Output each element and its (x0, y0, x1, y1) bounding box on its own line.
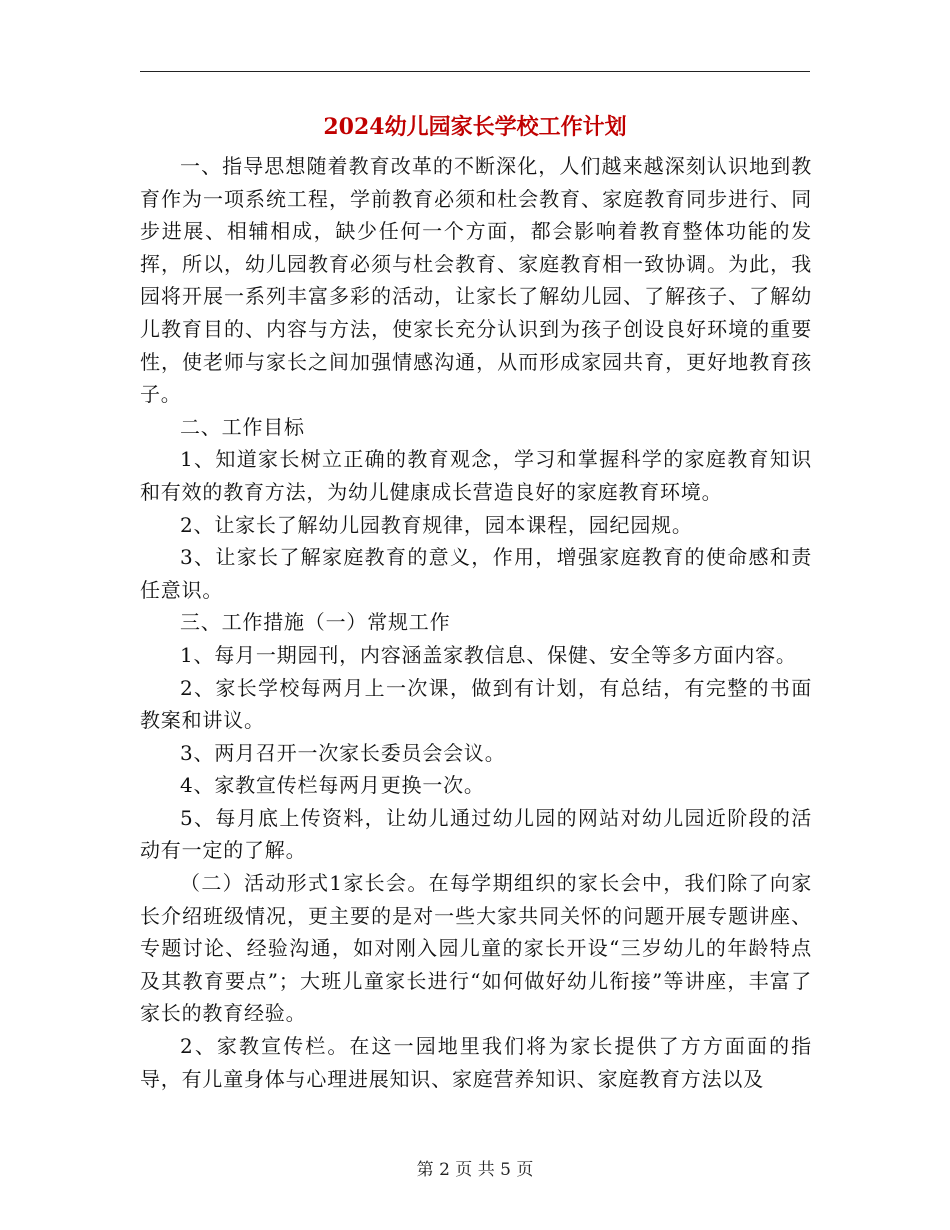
activity-bulletin-board: 2、家教宣传栏。在这一园地里我们将为家长提供了方方面面的指导，有儿童身体与心理进展知识、家庭营养知识、家庭教育方法以及 (140, 1034, 812, 1091)
page-footer: 第 2 页 共 5 页 (416, 1160, 534, 1180)
activity-parent-meeting: （二）活动形式1家长会。在每学期组织的家长会中，我们除了向家长介绍班级情况，更主要的是对一些大家共同关怀的问题开展专题讲座、专题讨论、经验沟通，如对刚入园儿童的家长开设“三岁幼儿的年龄特点及其教育要点”；大班儿童家长进行“如何做好幼儿衔接”等讲座，丰富了家长的教育经验。 (140, 871, 812, 1026)
measure-item-2: 2、家长学校每两月上一次课，做到有计划，有总结，有完整的书面教案和讲议。 (140, 675, 812, 733)
goal-item-2: 2、让家长了解幼儿园教育规律，园本课程，园纪园规。 (180, 512, 693, 537)
heading-work-measures: 三、工作措施（一）常规工作 (180, 610, 451, 635)
measure-item-3: 3、两月召开一次家长委员会会议。 (180, 740, 506, 765)
heading-work-goals: 二、工作目标 (180, 414, 305, 439)
goal-item-1: 1、知道家长树立正确的教育观念，学习和掌握科学的家庭教育知识和有效的教育方法，为幼儿健康成长营造良好的家庭教育环境。 (140, 447, 812, 504)
document-title: 2024幼儿园家长学校工作计划 (323, 114, 627, 140)
header-rule (140, 71, 810, 72)
measure-item-4: 4、家教宣传栏每两月更换一次。 (180, 773, 485, 798)
measure-item-5: 5、每月底上传资料，让幼儿通过幼儿园的网站对幼儿园近阶段的活动有一定的了解。 (140, 805, 812, 863)
measure-item-1: 1、每月一期园刊，内容涵盖家教信息、保健、安全等多方面内容。 (180, 642, 797, 667)
document-body (140, 150, 812, 1095)
goal-item-3: 3、让家长了解家庭教育的意义，作用，增强家庭教育的使命感和责任意识。 (140, 545, 812, 602)
paragraph-guiding-ideology: 一、指导思想随着教育改革的不断深化，人们越来越深刻认识地到教育作为一项系统工程，学前教育必须和杜会教育、家庭教育同步进行、同步进展、相辅相成，缺少任何一个方面，都会影响着教育整体功能的发挥，所以，幼儿园教育必须与杜会教育、家庭教育相一致协调。为此，我园将开展一系列丰富多彩的活动，让家长了解幼儿园、了解孩子、了解幼儿教育目的、内容与方法，使家长充分认识到为孩子创设良好环境的重要性，使老师与家长之间加强情感沟通，从而形成家园共育，更好地教育孩子。 (140, 154, 812, 407)
